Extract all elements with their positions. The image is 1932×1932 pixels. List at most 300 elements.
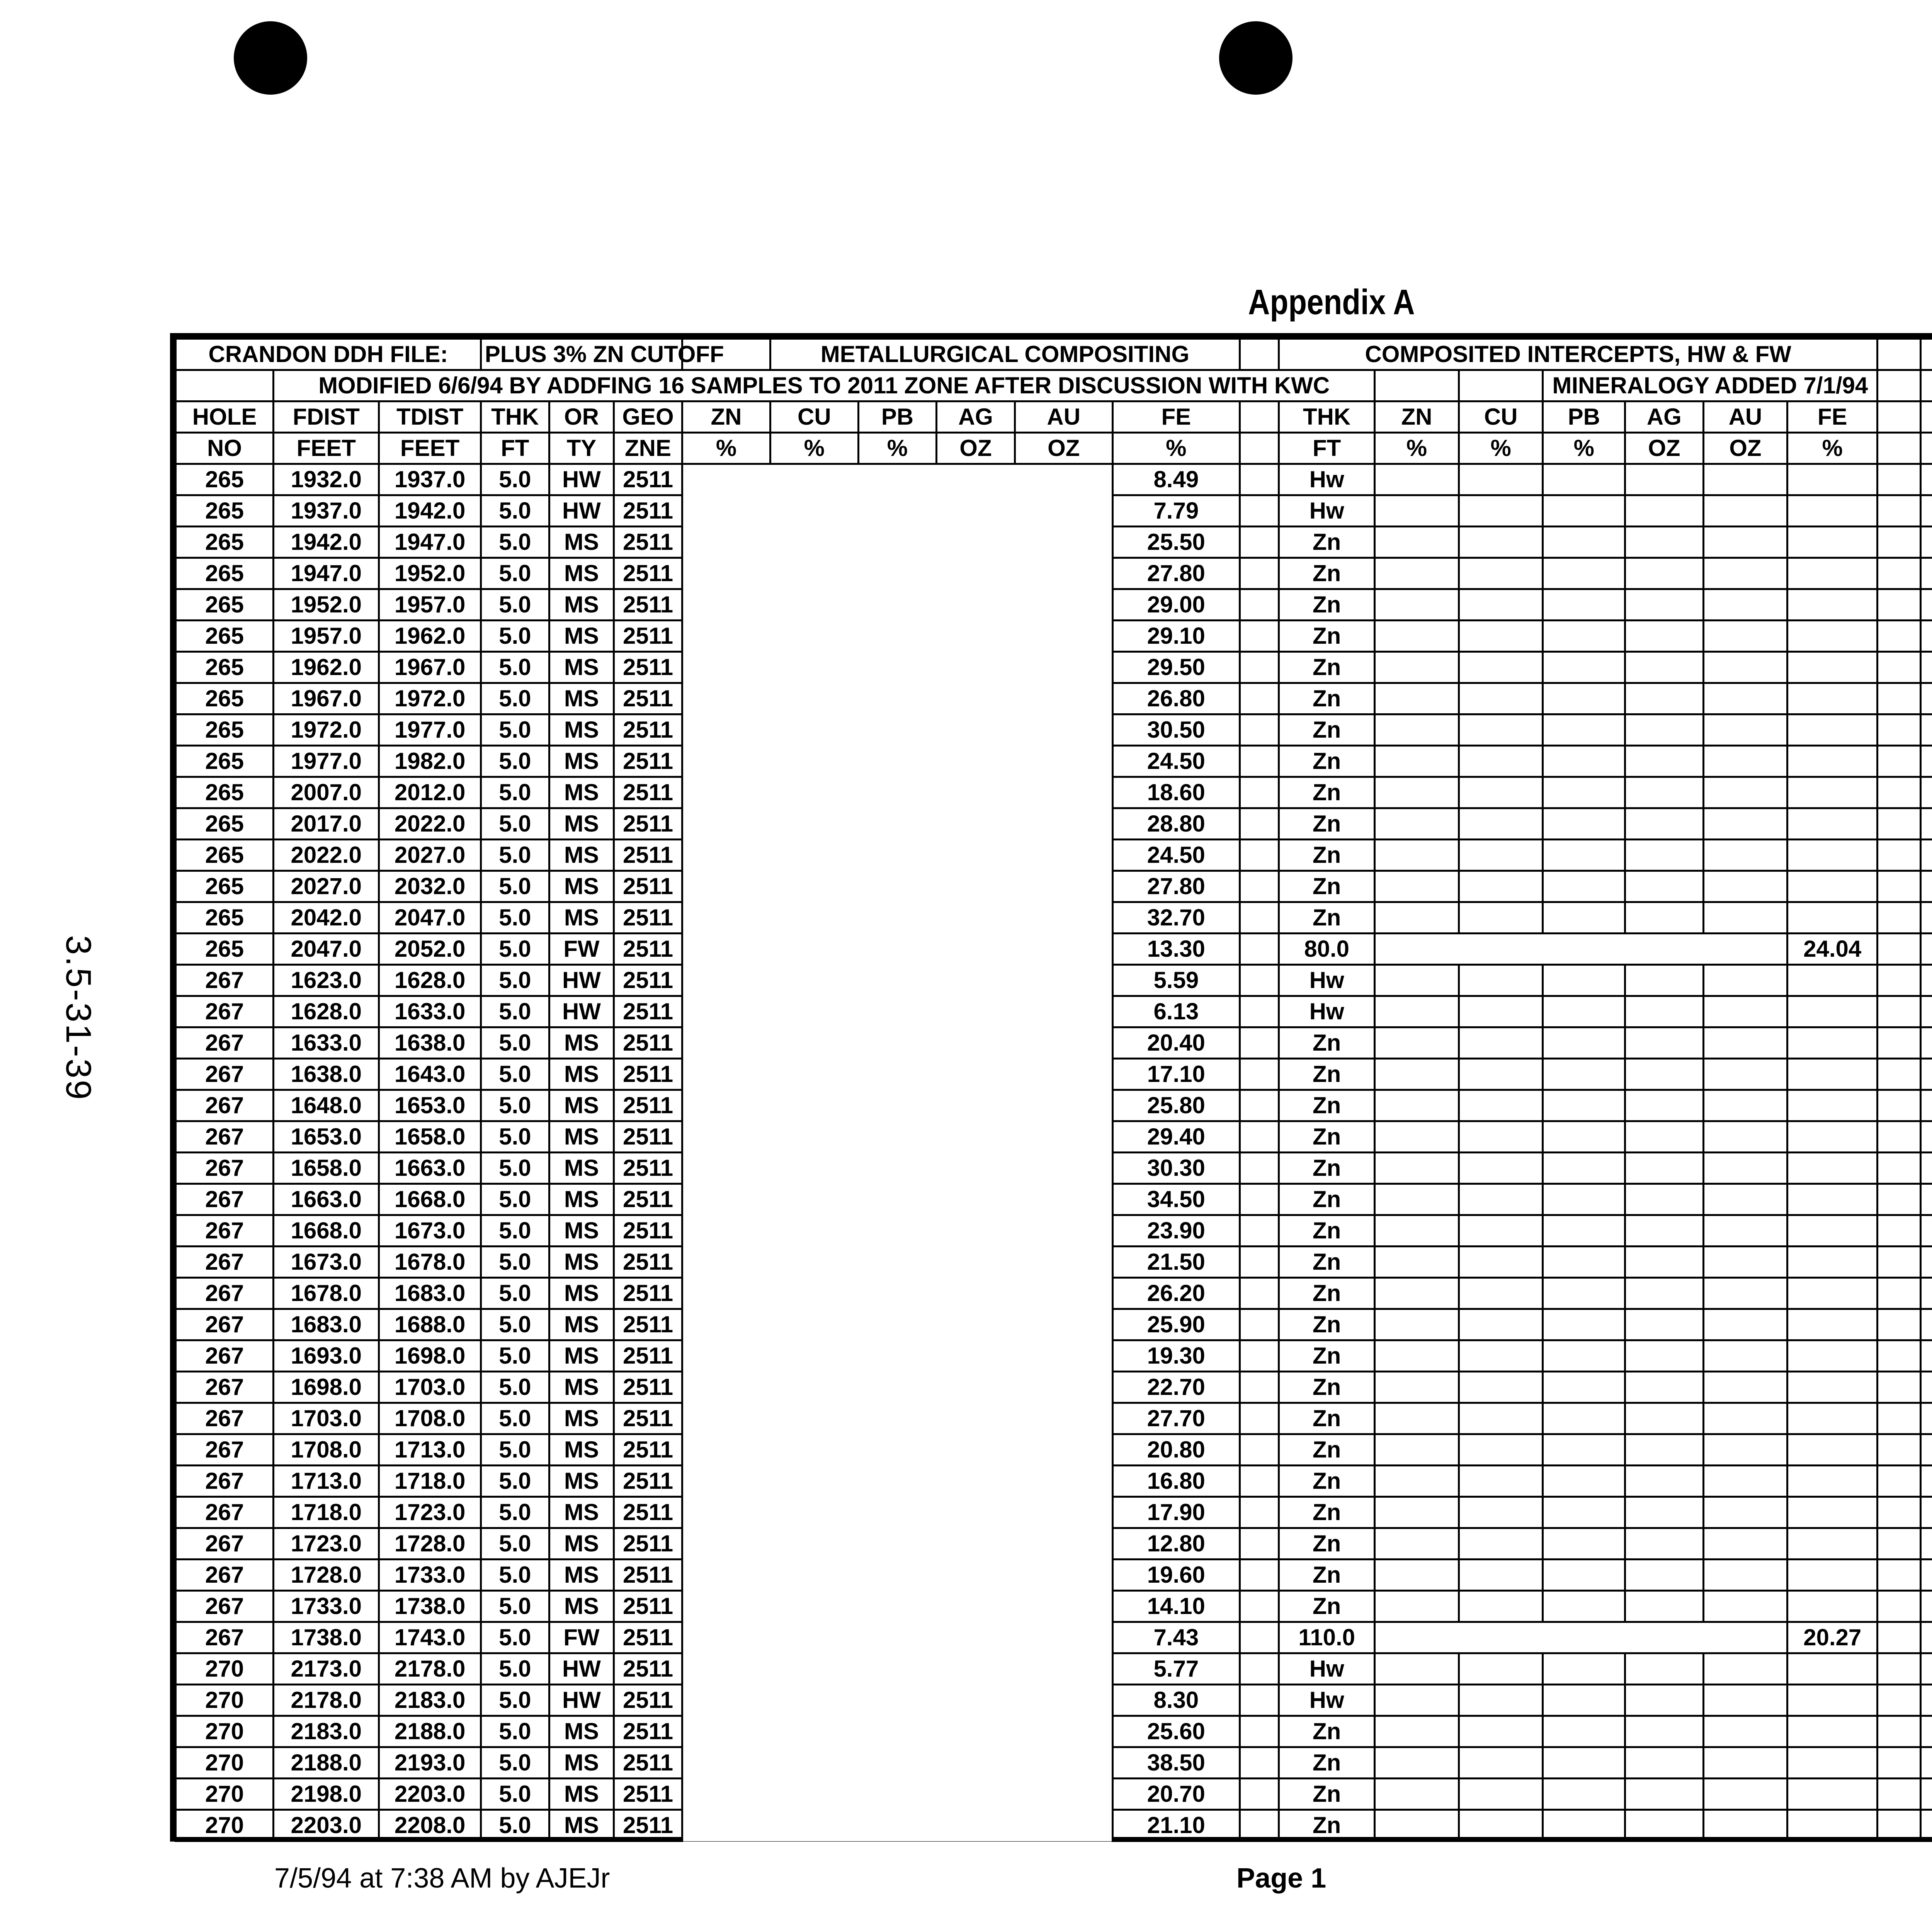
to-distance: 1967.0 [379, 652, 481, 683]
spacer-cell [1878, 1528, 1920, 1560]
thickness: 5.0 [481, 777, 549, 808]
composite-au [1703, 1685, 1787, 1716]
fe-percent: 7.79 [1112, 495, 1240, 527]
composite-cu [1459, 1497, 1543, 1528]
thickness: 5.0 [481, 1027, 549, 1059]
ts-cell [1920, 1247, 1932, 1278]
ore-type: MS [549, 1528, 614, 1560]
composite-au [1703, 1560, 1787, 1591]
composite-cu [1459, 1403, 1543, 1434]
composite-pb [1543, 1591, 1625, 1622]
composite-thickness: Zn [1279, 1528, 1375, 1560]
composite-pb [1543, 1090, 1625, 1121]
geo-zone: 2511 [614, 1372, 682, 1403]
spacer-cell [1240, 714, 1279, 746]
composite-zn [1375, 1247, 1459, 1278]
composite-zn [1375, 871, 1459, 902]
composite-cu [1459, 1685, 1543, 1716]
column-header-unit: % [1459, 433, 1543, 464]
blank-assay-area [682, 464, 1113, 1841]
composite-fe [1787, 1747, 1878, 1779]
composite-cu [1459, 1466, 1543, 1497]
fe-percent: 27.70 [1112, 1403, 1240, 1434]
column-header-unit: FEET [274, 433, 379, 464]
column-header-unit: % [1112, 433, 1240, 464]
ore-type: MS [549, 1340, 614, 1372]
composite-zn [1375, 777, 1459, 808]
ts-cell [1920, 996, 1932, 1027]
composite-fe [1787, 1403, 1878, 1434]
composite-span [1375, 1622, 1787, 1653]
composite-cu [1459, 1560, 1543, 1591]
spacer-cell [1240, 621, 1279, 652]
composite-fe [1787, 871, 1878, 902]
hole-no: 267 [176, 1121, 274, 1153]
composite-ag [1625, 621, 1703, 652]
composite-au [1703, 1810, 1787, 1841]
composite-au [1703, 1434, 1787, 1466]
spacer-cell [1878, 746, 1920, 777]
fe-percent: 5.77 [1112, 1653, 1240, 1685]
composite-thickness: Hw [1279, 1685, 1375, 1716]
to-distance: 1713.0 [379, 1434, 481, 1466]
fe-percent: 17.10 [1112, 1059, 1240, 1090]
composite-fe [1787, 996, 1878, 1027]
thickness: 5.0 [481, 1685, 549, 1716]
geo-zone: 2511 [614, 777, 682, 808]
composite-pb [1543, 1497, 1625, 1528]
composite-thickness: Zn [1279, 1309, 1375, 1340]
thickness: 5.0 [481, 1340, 549, 1372]
composite-zn [1375, 1466, 1459, 1497]
composite-au [1703, 683, 1787, 714]
spacer-cell [1240, 1653, 1279, 1685]
hole-no: 267 [176, 1309, 274, 1340]
ts-cell [1920, 1528, 1932, 1560]
thickness: 5.0 [481, 934, 549, 965]
geo-zone: 2511 [614, 1466, 682, 1497]
composite-ag [1625, 996, 1703, 1027]
composite-fe: 24.04 [1787, 934, 1878, 965]
composite-ag [1625, 1184, 1703, 1215]
column-header: ZN [1375, 401, 1459, 433]
ts-cell [1920, 1497, 1932, 1528]
spacer-cell [1878, 1810, 1920, 1841]
composite-cu [1459, 1779, 1543, 1810]
spacer-cell [1240, 1685, 1279, 1716]
composite-cu [1459, 1810, 1543, 1841]
composite-pb [1543, 1403, 1625, 1434]
from-distance: 1937.0 [274, 495, 379, 527]
composite-cu [1459, 1591, 1543, 1622]
ts-cell [1920, 1215, 1932, 1247]
to-distance: 1743.0 [379, 1622, 481, 1653]
ore-type: MS [549, 1747, 614, 1779]
composite-pb [1543, 840, 1625, 871]
to-distance: 1673.0 [379, 1215, 481, 1247]
ore-type: MS [549, 589, 614, 621]
geo-zone: 2511 [614, 1747, 682, 1779]
spacer-cell [1240, 1027, 1279, 1059]
hole-no: 267 [176, 1560, 274, 1591]
composite-zn [1375, 1560, 1459, 1591]
spacer-cell [1240, 1247, 1279, 1278]
composite-cu [1459, 871, 1543, 902]
ore-type: HW [549, 1653, 614, 1685]
ore-type: MS [549, 652, 614, 683]
column-header-unit [1920, 433, 1932, 464]
hole-no: 265 [176, 746, 274, 777]
composite-fe [1787, 558, 1878, 589]
composite-fe [1787, 1779, 1878, 1810]
footer-timestamp: 7/5/94 at 7:38 AM by AJEJr [274, 1863, 610, 1894]
hole-no: 267 [176, 1528, 274, 1560]
composite-cu [1459, 1121, 1543, 1153]
ore-type: HW [549, 1685, 614, 1716]
ts-cell [1920, 1653, 1932, 1685]
to-distance: 1643.0 [379, 1059, 481, 1090]
composite-fe [1787, 1810, 1878, 1841]
composite-pb [1543, 1059, 1625, 1090]
composite-ag [1625, 1278, 1703, 1309]
column-header: PB [1543, 401, 1625, 433]
composite-au [1703, 996, 1787, 1027]
column-header-unit: % [682, 433, 770, 464]
ore-type: MS [549, 1215, 614, 1247]
to-distance: 2012.0 [379, 777, 481, 808]
composite-pb [1543, 1685, 1625, 1716]
hole-no: 270 [176, 1747, 274, 1779]
composite-zn [1375, 1372, 1459, 1403]
composite-pb [1543, 683, 1625, 714]
composite-ag [1625, 1779, 1703, 1810]
spacer-cell [1878, 652, 1920, 683]
spacer-cell [1240, 1215, 1279, 1247]
composite-thickness: Zn [1279, 1215, 1375, 1247]
composite-ag [1625, 1027, 1703, 1059]
fe-percent: 30.50 [1112, 714, 1240, 746]
ore-type: MS [549, 1466, 614, 1497]
ts-cell [1920, 1372, 1932, 1403]
column-header-unit: % [770, 433, 858, 464]
geo-zone: 2511 [614, 965, 682, 996]
composite-ag [1625, 1716, 1703, 1747]
to-distance: 2183.0 [379, 1685, 481, 1716]
composite-fe [1787, 1309, 1878, 1340]
geo-zone: 2511 [614, 746, 682, 777]
column-header-unit: % [858, 433, 936, 464]
thickness: 5.0 [481, 1810, 549, 1841]
composite-pb [1543, 1434, 1625, 1466]
composite-pb [1543, 1372, 1625, 1403]
composite-zn [1375, 1027, 1459, 1059]
mineralogy-note: MINERALOGY ADDED 7/1/94 [1543, 370, 1878, 401]
composite-ag [1625, 1747, 1703, 1779]
from-distance: 1628.0 [274, 996, 379, 1027]
composite-ag [1625, 777, 1703, 808]
composite-cu [1459, 808, 1543, 840]
column-header [1878, 401, 1920, 433]
geo-zone: 2511 [614, 527, 682, 558]
composite-ag [1625, 1247, 1703, 1278]
hole-no: 267 [176, 996, 274, 1027]
ore-type: MS [549, 777, 614, 808]
hole-no: 270 [176, 1779, 274, 1810]
spacer-cell [1878, 902, 1920, 934]
to-distance: 1957.0 [379, 589, 481, 621]
geo-zone: 2511 [614, 1027, 682, 1059]
composite-zn [1375, 1779, 1459, 1810]
hole-no: 265 [176, 902, 274, 934]
from-distance: 1952.0 [274, 589, 379, 621]
composite-ag [1625, 1059, 1703, 1090]
ts-cell [1920, 1340, 1932, 1372]
composite-au [1703, 1153, 1787, 1184]
fe-percent: 20.70 [1112, 1779, 1240, 1810]
ore-type: MS [549, 1059, 614, 1090]
composite-pb [1543, 1779, 1625, 1810]
spacer-cell [1878, 1278, 1920, 1309]
column-header-unit: OZ [1625, 433, 1703, 464]
spacer-cell [1240, 1716, 1279, 1747]
geo-zone: 2511 [614, 902, 682, 934]
to-distance: 1718.0 [379, 1466, 481, 1497]
thickness: 5.0 [481, 996, 549, 1027]
composite-pb [1543, 1466, 1625, 1497]
thickness: 5.0 [481, 527, 549, 558]
fe-percent: 19.60 [1112, 1560, 1240, 1591]
composite-thickness: Zn [1279, 840, 1375, 871]
composite-au [1703, 714, 1787, 746]
geo-zone: 2511 [614, 589, 682, 621]
spacer-cell [1240, 808, 1279, 840]
composite-fe [1787, 1466, 1878, 1497]
ts-cell [1920, 1403, 1932, 1434]
spacer-cell [1878, 683, 1920, 714]
spacer-cell [1240, 1622, 1279, 1653]
ts-cell [1920, 1184, 1932, 1215]
thickness: 5.0 [481, 1466, 549, 1497]
from-distance: 1723.0 [274, 1528, 379, 1560]
composite-au [1703, 1372, 1787, 1403]
column-header: AG [1625, 401, 1703, 433]
fe-percent: 30.30 [1112, 1153, 1240, 1184]
fe-percent: 27.80 [1112, 558, 1240, 589]
composite-ag [1625, 808, 1703, 840]
spacer-cell [1240, 1059, 1279, 1090]
fe-percent: 26.20 [1112, 1278, 1240, 1309]
composite-pb [1543, 495, 1625, 527]
composite-cu [1459, 683, 1543, 714]
composite-thickness: 110.0 [1279, 1622, 1375, 1653]
composite-fe [1787, 1528, 1878, 1560]
spacer-cell [1240, 902, 1279, 934]
composite-thickness: Zn [1279, 1247, 1375, 1278]
geo-zone: 2511 [614, 1403, 682, 1434]
composite-ag [1625, 1810, 1703, 1841]
geo-zone: 2511 [614, 1528, 682, 1560]
spacer-cell [1878, 777, 1920, 808]
composite-zn [1375, 558, 1459, 589]
fe-percent: 25.60 [1112, 1716, 1240, 1747]
spacer-cell [1240, 1779, 1279, 1810]
hole-no: 267 [176, 1434, 274, 1466]
composite-thickness: Zn [1279, 589, 1375, 621]
ore-type: MS [549, 1434, 614, 1466]
spacer-cell [1878, 1309, 1920, 1340]
fe-percent: 18.60 [1112, 777, 1240, 808]
thickness: 5.0 [481, 1747, 549, 1779]
composite-au [1703, 746, 1787, 777]
ts-cell [1920, 1121, 1932, 1153]
composite-cu [1459, 902, 1543, 934]
composite-fe [1787, 652, 1878, 683]
thickness: 5.0 [481, 746, 549, 777]
fe-percent: 23.90 [1112, 1215, 1240, 1247]
composite-au [1703, 1340, 1787, 1372]
spacer-cell [1878, 1747, 1920, 1779]
from-distance: 1967.0 [274, 683, 379, 714]
geo-zone: 2511 [614, 1278, 682, 1309]
from-distance: 2017.0 [274, 808, 379, 840]
modified-note: MODIFIED 6/6/94 BY ADDFING 16 SAMPLES TO 2011 ZONE AFTER DISCUSSION WITH KWC [274, 370, 1375, 401]
composite-fe [1787, 777, 1878, 808]
from-distance: 1633.0 [274, 1027, 379, 1059]
composite-au [1703, 1528, 1787, 1560]
to-distance: 1658.0 [379, 1121, 481, 1153]
composite-span [1375, 934, 1787, 965]
composite-fe [1787, 1591, 1878, 1622]
spacer-cell [1240, 965, 1279, 996]
from-distance: 2183.0 [274, 1716, 379, 1747]
composite-zn [1375, 1090, 1459, 1121]
from-distance: 1658.0 [274, 1153, 379, 1184]
ore-type: MS [549, 714, 614, 746]
ts-cell [1920, 1779, 1932, 1810]
spacer-cell [1878, 464, 1920, 495]
to-distance: 1668.0 [379, 1184, 481, 1215]
composite-ag [1625, 1685, 1703, 1716]
fe-percent: 29.00 [1112, 589, 1240, 621]
composite-zn [1375, 1340, 1459, 1372]
fe-percent: 19.30 [1112, 1340, 1240, 1372]
from-distance: 1738.0 [274, 1622, 379, 1653]
column-header-unit: OZ [1015, 433, 1112, 464]
thickness: 5.0 [481, 1497, 549, 1528]
ore-type: HW [549, 464, 614, 495]
ore-type: MS [549, 1372, 614, 1403]
column-header-unit [1240, 433, 1279, 464]
thickness: 5.0 [481, 1403, 549, 1434]
composite-pb [1543, 1747, 1625, 1779]
ore-type: MS [549, 1184, 614, 1215]
fe-percent: 24.50 [1112, 840, 1240, 871]
thickness: 5.0 [481, 871, 549, 902]
fe-percent: 17.90 [1112, 1497, 1240, 1528]
composite-fe [1787, 840, 1878, 871]
column-header [1920, 401, 1932, 433]
spacer-cell [1240, 934, 1279, 965]
composite-zn [1375, 1716, 1459, 1747]
spacer-cell [1878, 965, 1920, 996]
from-distance: 1663.0 [274, 1184, 379, 1215]
spacer-cell [1878, 1403, 1920, 1434]
composite-thickness: Zn [1279, 1121, 1375, 1153]
to-distance: 1942.0 [379, 495, 481, 527]
geo-zone: 2511 [614, 1591, 682, 1622]
from-distance: 1947.0 [274, 558, 379, 589]
composite-ag [1625, 1466, 1703, 1497]
from-distance: 2047.0 [274, 934, 379, 965]
spacer-cell [1878, 1716, 1920, 1747]
spacer-cell [1240, 1372, 1279, 1403]
spacer-cell [1240, 1121, 1279, 1153]
composite-zn [1375, 1215, 1459, 1247]
spacer-cell [1878, 1247, 1920, 1278]
fe-percent: 28.80 [1112, 808, 1240, 840]
from-distance: 2042.0 [274, 902, 379, 934]
to-distance: 1937.0 [379, 464, 481, 495]
composite-pb [1543, 996, 1625, 1027]
composite-zn [1375, 965, 1459, 996]
from-distance: 1932.0 [274, 464, 379, 495]
spacer-cell [1878, 1622, 1920, 1653]
composite-zn [1375, 652, 1459, 683]
to-distance: 1703.0 [379, 1372, 481, 1403]
composite-zn [1375, 902, 1459, 934]
geo-zone: 2511 [614, 1653, 682, 1685]
to-distance: 2208.0 [379, 1810, 481, 1841]
composite-pb [1543, 652, 1625, 683]
thickness: 5.0 [481, 589, 549, 621]
from-distance: 1728.0 [274, 1560, 379, 1591]
spacer-cell [1878, 558, 1920, 589]
composite-fe [1787, 464, 1878, 495]
geo-zone: 2511 [614, 621, 682, 652]
composite-cu [1459, 1153, 1543, 1184]
composite-cu [1459, 558, 1543, 589]
composite-au [1703, 1215, 1787, 1247]
composite-thickness: Hw [1279, 464, 1375, 495]
ts-cell [1920, 746, 1932, 777]
composite-thickness: Zn [1279, 1747, 1375, 1779]
geo-zone: 2511 [614, 652, 682, 683]
column-header-unit: ZNE [614, 433, 682, 464]
composite-pb [1543, 1810, 1625, 1841]
thickness: 5.0 [481, 1278, 549, 1309]
composite-fe [1787, 808, 1878, 840]
composite-au [1703, 1278, 1787, 1309]
ts-cell [1920, 589, 1932, 621]
geo-zone: 2511 [614, 683, 682, 714]
ts-cell [1920, 1622, 1932, 1653]
column-header-row-1 [176, 401, 1932, 433]
from-distance: 1668.0 [274, 1215, 379, 1247]
fe-percent: 24.50 [1112, 746, 1240, 777]
fe-percent: 29.10 [1112, 621, 1240, 652]
column-header: CU [770, 401, 858, 433]
spacer-cell [1240, 996, 1279, 1027]
spacer-cell [1878, 1591, 1920, 1622]
spacer-cell [1878, 495, 1920, 527]
composite-thickness: Zn [1279, 871, 1375, 902]
banner-row-1 [176, 339, 1932, 370]
composite-thickness: Zn [1279, 1716, 1375, 1747]
thickness: 5.0 [481, 1372, 549, 1403]
from-distance: 1713.0 [274, 1466, 379, 1497]
to-distance: 1947.0 [379, 527, 481, 558]
spacer-cell [1240, 1153, 1279, 1184]
